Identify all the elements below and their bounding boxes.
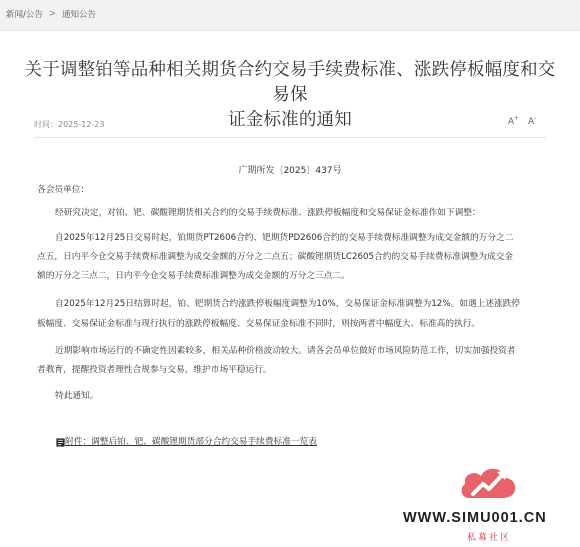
paragraph-line: 近期影响市场运行的不确定性因素较多，相关品种价格波动较大。请各会员单位做好市场风险防范工作，切实加强投资者 [55, 346, 516, 356]
font-increase-mark: + [514, 115, 520, 122]
paragraph-line: 自2025年12月25日交易时起，铂期货PT2606合约、钯期货PD2606合约的交易手续费标准调整为成交金额的万分之二 [55, 233, 514, 243]
breadcrumb-current[interactable]: 通知公告 [62, 10, 97, 20]
paragraph-line: 者教育，提醒投资者理性合规参与交易，维护市场平稳运行。 [37, 365, 272, 375]
breadcrumb-news-link[interactable]: 新闻/公告 [6, 10, 43, 20]
trend-arrow-logo [455, 458, 525, 506]
top-bar [0, 0, 580, 31]
publish-date: 时间：2025-12-23 [34, 120, 105, 129]
font-increase-label: A [508, 117, 515, 127]
paragraph-line: 自2025年12月25日结算时起，铂、钯期货合约涨跌停板幅度调整为10%，交易保证金标准调整为12%。如遇上述涨跌停 [55, 299, 521, 309]
font-decrease-mark: - [534, 115, 537, 122]
breadcrumb-separator: > [48, 9, 56, 19]
attachment-link[interactable]: 附件：调整后铂、钯、碳酸锂期货部分合约交易手续费标准一览表 [65, 437, 317, 447]
breadcrumb [6, 8, 96, 20]
paragraph-line: 特此通知。 [55, 391, 99, 401]
watermark-url: WWW.SIMU001.CN [403, 510, 547, 526]
paragraph-line: 点五，日内平今仓交易手续费标准调整为成交金额的万分之二点五；碳酸锂期货LC2605合约的交易手续费标准调整为成交金 [37, 252, 514, 262]
divider [34, 137, 546, 138]
paragraph-line: 经研究决定，对铂、钯、碳酸锂期货相关合约的交易手续费标准、涨跌停板幅度和交易保证金标准作如下调整： [55, 208, 481, 218]
paragraph-line: 板幅度、交易保证金标准与现行执行的涨跌停板幅度、交易保证金标准不同时，则按两者中幅度大、标准高的执行。 [37, 319, 481, 329]
document-number: 广期所发〔2025〕437号 [238, 166, 342, 176]
font-decrease-button[interactable] [528, 117, 536, 127]
article-title-line-2: 证金标准的通知 [228, 110, 352, 130]
attachment-icon [56, 438, 65, 447]
watermark-subtitle: 私募社区 [467, 533, 512, 543]
salutation: 各会员单位： [37, 185, 90, 195]
paragraph-line: 额的万分之三点二，日内平今仓交易手续费标准调整为成交金额的万分之三点二。 [37, 271, 350, 281]
font-decrease-label: A [528, 117, 535, 127]
article-title-line-1: 关于调整铂等品种相关期货合约交易手续费标准、涨跌停板幅度和交易保 [24, 60, 556, 105]
font-increase-button[interactable] [508, 117, 519, 127]
